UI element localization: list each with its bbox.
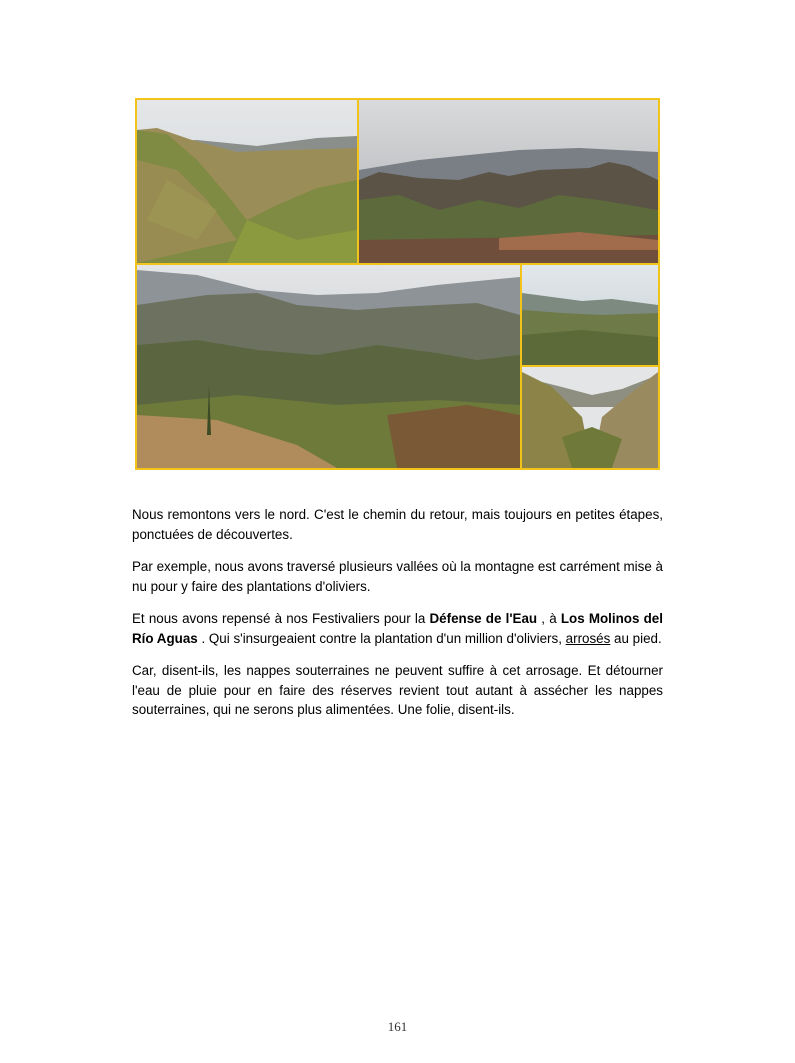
defense-eau-bold: Défense de l'Eau [429, 611, 538, 626]
los-molinos-bold: Los Molinos del Río Aguas [132, 611, 663, 646]
page-number: 161 [387, 1019, 408, 1034]
paragraph-3-text-2: , à [537, 611, 561, 626]
body-text [132, 505, 663, 733]
paragraph-2: Par exemple, nous avons traversé plusieurs vallées où la montagne est carrément mise à nu pour y faire des plantations d'oliviers. [132, 559, 663, 594]
photo-ravine [522, 367, 658, 468]
photo-hills-scrub [137, 100, 357, 263]
photo-valley-ridge [522, 265, 658, 365]
paragraph-3 [132, 609, 663, 648]
paragraph-1: Nous remontons vers le nord. C'est le chemin du retour, mais toujours en petites étapes, ponctuées de découvertes. [132, 507, 663, 542]
photo-collage [135, 98, 660, 470]
photo-eroded-ridges [359, 100, 658, 263]
paragraph-3-text-3: . Qui s'insurgeaient contre la plantation d'un million d'oliviers, [197, 630, 566, 646]
arroses-underlined: arrosés [565, 630, 611, 646]
paragraph-4: Car, disent-ils, les nappes souterraines ne peuvent suffire à cet arrosage. Et détourner l'eau de pluie pour en faire des réserves revient tout autant à assécher les nappes souterraines, qui ne serons plus alimentées. Une folie, disent-ils. [132, 663, 663, 717]
paragraph-3-text-4: au pied. [610, 630, 662, 646]
paragraph-3-text-1: Et nous avons repensé à nos Festivaliers pour la [132, 611, 430, 626]
photo-wide-valley [137, 265, 520, 468]
